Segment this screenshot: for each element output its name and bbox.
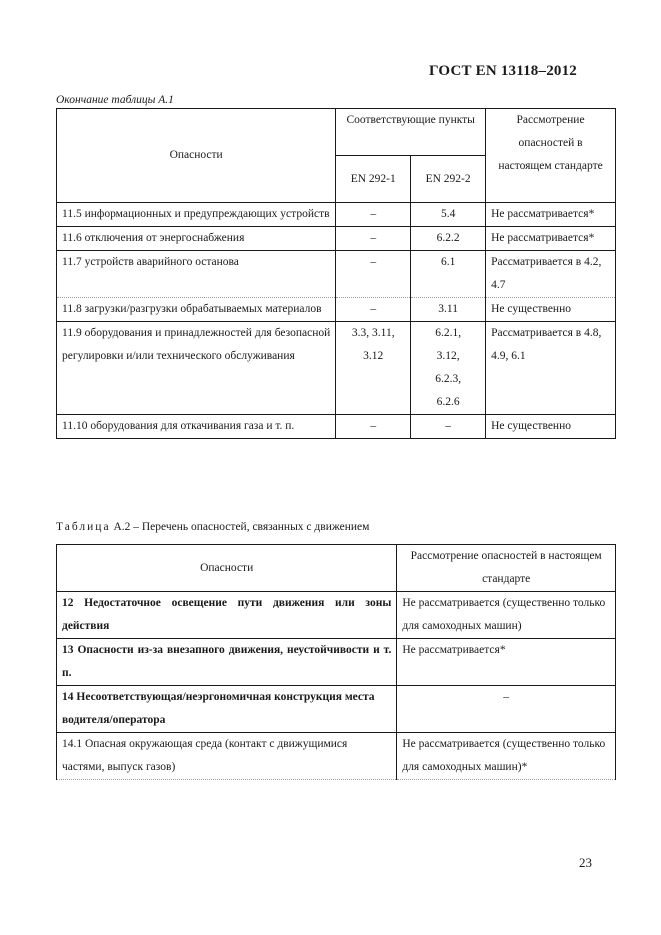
table2-caption-word: Таблица [56, 521, 111, 533]
hazard-cell: 11.7 устройств аварийного останова [57, 251, 336, 298]
table-row [57, 227, 616, 251]
en2-cell: 6.2.1, 3.12, 6.2.3, 6.2.6 [411, 322, 486, 415]
en1-cell: – [336, 415, 411, 439]
header-review: Рассмотрение опасностей в настоящем стандарте [397, 545, 616, 592]
table-row [57, 733, 616, 780]
page-number: 23 [579, 855, 592, 870]
en2-cell: – [411, 415, 486, 439]
table-row [57, 592, 616, 639]
table1-caption: Окончание таблицы А.1 [56, 94, 174, 106]
review-cell: Не существенно [486, 415, 616, 439]
review-cell: Не рассматривается* [486, 227, 616, 251]
review-cell: Не рассматривается* [397, 639, 616, 686]
en1-cell: 3.3, 3.11, 3.12 [336, 322, 411, 415]
table2-caption [56, 521, 369, 533]
hazard-cell: 11.9 оборудования и принадлежностей для безопасной регулировки и/или технического обслуживания [57, 322, 336, 415]
review-cell: Не существенно [486, 298, 616, 322]
header-en-292-2: EN 292-2 [411, 156, 486, 203]
hazard-cell: 11.10 оборудования для откачивания газа и т. п. [57, 415, 336, 439]
header-hazards: Опасности [57, 545, 397, 592]
en2-cell: 3.11 [411, 298, 486, 322]
hazards-table-a2 [56, 544, 616, 780]
hazard-cell: 13 Опасности из-за внезапного движения, неустойчивости и т. п. [57, 639, 397, 686]
header-hazards: Опасности [57, 109, 336, 203]
hazard-cell: 11.8 загрузки/разгрузки обрабатываемых материалов [57, 298, 336, 322]
review-cell: – [397, 686, 616, 733]
header-en-292-1: EN 292-1 [336, 156, 411, 203]
review-cell: Не рассматривается* [486, 203, 616, 227]
review-cell: Не рассматривается (существенно только для самоходных машин) [397, 592, 616, 639]
review-cell: Не рассматривается (существенно только для самоходных машин)* [397, 733, 616, 780]
table-row [57, 251, 616, 298]
hazards-table-a1 [56, 108, 616, 439]
en1-cell: – [336, 203, 411, 227]
header-clauses: Соответствующие пункты [336, 109, 486, 156]
table-row [57, 298, 616, 322]
en1-cell: – [336, 251, 411, 298]
en1-cell: – [336, 298, 411, 322]
en2-cell: 6.1 [411, 251, 486, 298]
table-row [57, 639, 616, 686]
table-row [57, 415, 616, 439]
header-review: Рассмотрение опасностей в настоящем стандарте [486, 109, 616, 203]
hazard-cell: 11.6 отключения от энергоснабжения [57, 227, 336, 251]
en2-cell: 5.4 [411, 203, 486, 227]
hazard-cell: 11.5 информационных и предупреждающих устройств [57, 203, 336, 227]
table-row [57, 686, 616, 733]
table2-caption-text: А.2 – Перечень опасностей, связанных с движением [113, 521, 370, 533]
hazard-cell: 12 Недостаточное освещение пути движения или зоны действия [57, 592, 397, 639]
en2-cell: 6.2.2 [411, 227, 486, 251]
table-row [57, 322, 616, 415]
hazard-cell: 14.1 Опасная окружающая среда (контакт с движущимися частями, выпуск газов) [57, 733, 397, 780]
standard-designation: ГОСТ EN 13118–2012 [429, 63, 577, 79]
table-row [57, 203, 616, 227]
hazard-cell: 14 Несоответствующая/неэргономичная конструкция места водителя/оператора [57, 686, 397, 733]
review-cell: Рассматривается в 4.2, 4.7 [486, 251, 616, 298]
review-cell: Рассматривается в 4.8, 4.9, 6.1 [486, 322, 616, 415]
en1-cell: – [336, 227, 411, 251]
